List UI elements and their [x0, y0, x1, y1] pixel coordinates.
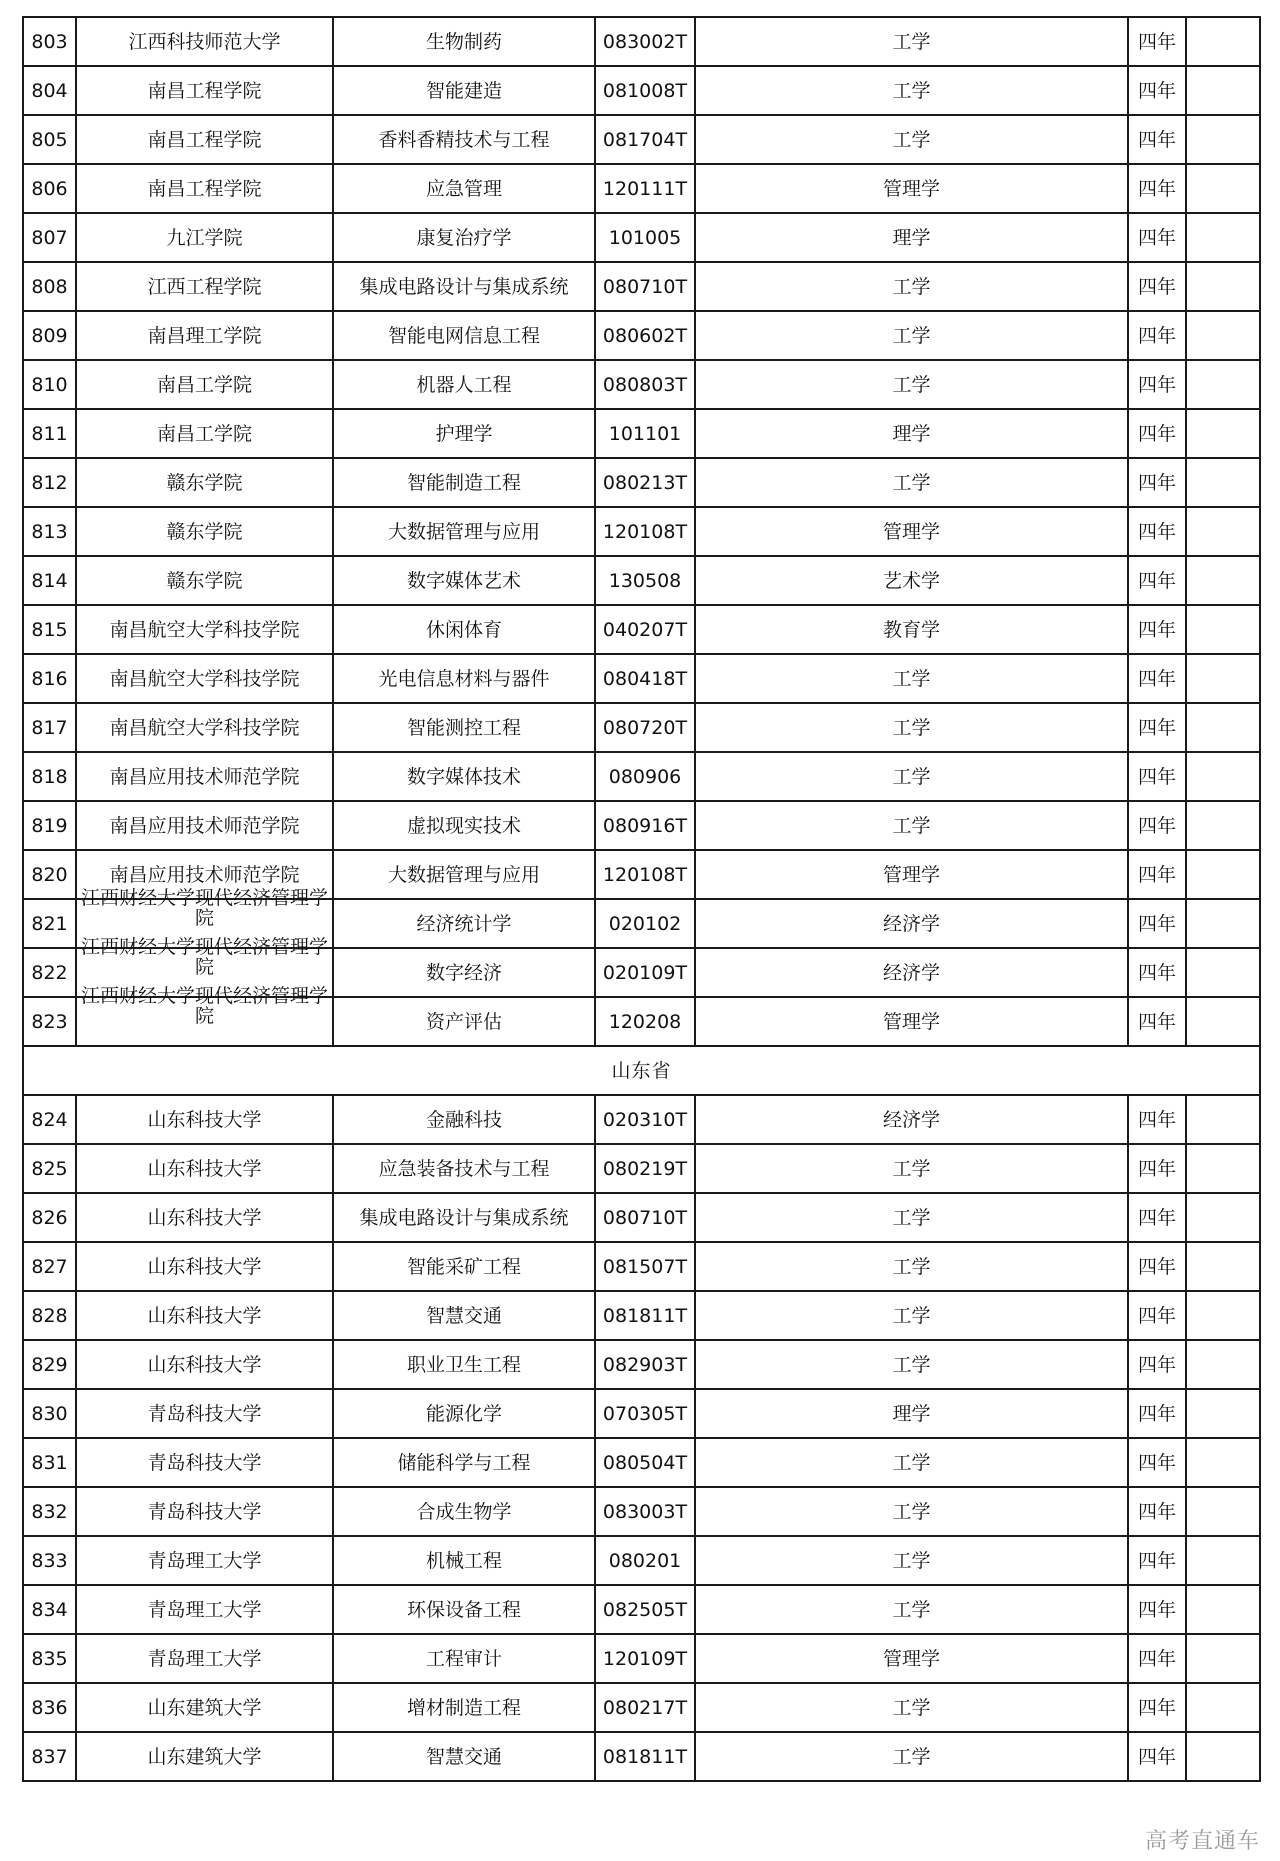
study-duration-cell: 四年 [1128, 1536, 1186, 1585]
study-duration-cell: 四年 [1128, 507, 1186, 556]
note-cell [1186, 1144, 1260, 1193]
table-row [23, 703, 1260, 752]
major-code-cell: 080219T [595, 1144, 695, 1193]
study-duration-cell: 四年 [1128, 1242, 1186, 1291]
major-name-cell: 数字经济 [333, 948, 595, 997]
table-row [23, 556, 1260, 605]
major-name-cell: 机器人工程 [333, 360, 595, 409]
table-row [23, 1438, 1260, 1487]
row-number-cell: 836 [23, 1683, 76, 1732]
school-name-cell: 山东科技大学 [76, 1095, 333, 1144]
row-number-cell: 833 [23, 1536, 76, 1585]
row-number-cell: 808 [23, 262, 76, 311]
note-cell [1186, 1536, 1260, 1585]
study-duration-cell: 四年 [1128, 801, 1186, 850]
major-code-cell: 080201 [595, 1536, 695, 1585]
row-number-cell: 817 [23, 703, 76, 752]
study-duration-cell: 四年 [1128, 1732, 1186, 1781]
school-name-cell: 赣东学院 [76, 458, 333, 507]
row-number-cell: 830 [23, 1389, 76, 1438]
discipline-category-cell: 经济学 [695, 948, 1128, 997]
major-name-cell: 虚拟现实技术 [333, 801, 595, 850]
row-number-cell: 821 [23, 899, 76, 948]
major-name-cell: 智能测控工程 [333, 703, 595, 752]
note-cell [1186, 997, 1260, 1046]
note-cell [1186, 801, 1260, 850]
major-name-cell: 智能电网信息工程 [333, 311, 595, 360]
major-code-cell: 080906 [595, 752, 695, 801]
study-duration-cell: 四年 [1128, 458, 1186, 507]
study-duration-cell: 四年 [1128, 311, 1186, 360]
major-name-cell: 经济统计学 [333, 899, 595, 948]
table-row [23, 1193, 1260, 1242]
study-duration-cell: 四年 [1128, 66, 1186, 115]
table-row [23, 1095, 1260, 1144]
discipline-category-cell: 工学 [695, 1242, 1128, 1291]
major-name-cell: 工程审计 [333, 1634, 595, 1683]
discipline-category-cell: 工学 [695, 752, 1128, 801]
school-name-cell: 山东建筑大学 [76, 1683, 333, 1732]
study-duration-cell: 四年 [1128, 1438, 1186, 1487]
major-name-cell: 金融科技 [333, 1095, 595, 1144]
discipline-category-cell: 工学 [695, 1683, 1128, 1732]
school-name-cell: 南昌工程学院 [76, 164, 333, 213]
row-number-cell: 834 [23, 1585, 76, 1634]
major-name-cell: 护理学 [333, 409, 595, 458]
study-duration-cell: 四年 [1128, 1340, 1186, 1389]
province-header-row [23, 1046, 1260, 1095]
major-code-cell: 083002T [595, 17, 695, 66]
major-name-cell: 智能采矿工程 [333, 1242, 595, 1291]
major-code-cell: 120108T [595, 507, 695, 556]
major-code-cell: 082505T [595, 1585, 695, 1634]
major-name-cell: 香料香精技术与工程 [333, 115, 595, 164]
study-duration-cell: 四年 [1128, 164, 1186, 213]
major-code-cell: 081008T [595, 66, 695, 115]
major-code-cell: 080217T [595, 1683, 695, 1732]
row-number-cell: 811 [23, 409, 76, 458]
major-name-cell: 生物制药 [333, 17, 595, 66]
row-number-cell: 806 [23, 164, 76, 213]
major-code-cell: 101005 [595, 213, 695, 262]
row-number-cell: 815 [23, 605, 76, 654]
study-duration-cell: 四年 [1128, 605, 1186, 654]
major-code-cell: 070305T [595, 1389, 695, 1438]
major-code-cell: 080504T [595, 1438, 695, 1487]
note-cell [1186, 507, 1260, 556]
major-code-cell: 081507T [595, 1242, 695, 1291]
note-cell [1186, 1193, 1260, 1242]
school-name-cell: 青岛科技大学 [76, 1389, 333, 1438]
major-name-cell: 应急装备技术与工程 [333, 1144, 595, 1193]
school-name-cell: 南昌工程学院 [76, 66, 333, 115]
row-number-cell: 812 [23, 458, 76, 507]
discipline-category-cell: 工学 [695, 1340, 1128, 1389]
table-row [23, 1732, 1260, 1781]
study-duration-cell: 四年 [1128, 1144, 1186, 1193]
table-row [23, 1242, 1260, 1291]
school-name-cell: 江西科技师范大学 [76, 17, 333, 66]
table-row [23, 458, 1260, 507]
note-cell [1186, 1732, 1260, 1781]
study-duration-cell: 四年 [1128, 1487, 1186, 1536]
study-duration-cell: 四年 [1128, 115, 1186, 164]
row-number-cell: 831 [23, 1438, 76, 1487]
discipline-category-cell: 工学 [695, 360, 1128, 409]
table-row [23, 66, 1260, 115]
school-name-cell: 南昌工程学院 [76, 115, 333, 164]
row-number-cell: 807 [23, 213, 76, 262]
row-number-cell: 819 [23, 801, 76, 850]
major-code-cell: 040207T [595, 605, 695, 654]
school-name-cell: 南昌理工学院 [76, 311, 333, 360]
school-name-cell: 青岛理工大学 [76, 1536, 333, 1585]
table-body [23, 17, 1260, 1781]
major-code-cell: 080803T [595, 360, 695, 409]
discipline-category-cell: 教育学 [695, 605, 1128, 654]
discipline-category-cell: 工学 [695, 1487, 1128, 1536]
note-cell [1186, 360, 1260, 409]
table-row [23, 262, 1260, 311]
major-name-cell: 智慧交通 [333, 1732, 595, 1781]
major-name-cell: 资产评估 [333, 997, 595, 1046]
discipline-category-cell: 管理学 [695, 850, 1128, 899]
major-code-cell: 081811T [595, 1291, 695, 1340]
note-cell [1186, 654, 1260, 703]
discipline-category-cell: 工学 [695, 17, 1128, 66]
table-row [23, 1389, 1260, 1438]
study-duration-cell: 四年 [1128, 262, 1186, 311]
note-cell [1186, 850, 1260, 899]
major-code-cell: 080710T [595, 1193, 695, 1242]
table-row [23, 1585, 1260, 1634]
note-cell [1186, 458, 1260, 507]
table-row [23, 1634, 1260, 1683]
major-code-cell: 080213T [595, 458, 695, 507]
major-name-cell: 智能制造工程 [333, 458, 595, 507]
study-duration-cell: 四年 [1128, 360, 1186, 409]
row-number-cell: 829 [23, 1340, 76, 1389]
note-cell [1186, 262, 1260, 311]
note-cell [1186, 17, 1260, 66]
study-duration-cell: 四年 [1128, 1634, 1186, 1683]
major-name-cell: 集成电路设计与集成系统 [333, 262, 595, 311]
major-name-cell: 大数据管理与应用 [333, 507, 595, 556]
school-name-cell: 江西工程学院 [76, 262, 333, 311]
table-row [23, 1291, 1260, 1340]
school-name-text: 江西财经大学现代经济管理学院 [80, 985, 328, 1027]
note-cell [1186, 1438, 1260, 1487]
discipline-category-cell: 工学 [695, 1291, 1128, 1340]
study-duration-cell: 四年 [1128, 409, 1186, 458]
school-name-cell: 山东建筑大学 [76, 1732, 333, 1781]
school-name-cell: 青岛科技大学 [76, 1438, 333, 1487]
table-row [23, 605, 1260, 654]
study-duration-cell: 四年 [1128, 1193, 1186, 1242]
discipline-category-cell: 工学 [695, 1585, 1128, 1634]
discipline-category-cell: 理学 [695, 1389, 1128, 1438]
school-name-cell: 南昌航空大学科技学院 [76, 605, 333, 654]
school-name-cell: 山东科技大学 [76, 1242, 333, 1291]
school-name-cell: 南昌应用技术师范学院 [76, 752, 333, 801]
row-number-cell: 828 [23, 1291, 76, 1340]
discipline-category-cell: 经济学 [695, 899, 1128, 948]
school-name-cell: 南昌应用技术师范学院 [76, 801, 333, 850]
school-name-cell: 九江学院 [76, 213, 333, 262]
table-row [23, 1536, 1260, 1585]
note-cell [1186, 1634, 1260, 1683]
school-name-text: 江西财经大学现代经济管理学院 [80, 887, 328, 929]
study-duration-cell: 四年 [1128, 654, 1186, 703]
note-cell [1186, 1683, 1260, 1732]
major-code-cell: 020102 [595, 899, 695, 948]
note-cell [1186, 1095, 1260, 1144]
discipline-category-cell: 工学 [695, 801, 1128, 850]
table-row [23, 213, 1260, 262]
school-name-cell: 山东科技大学 [76, 1193, 333, 1242]
major-name-cell: 增材制造工程 [333, 1683, 595, 1732]
major-name-cell: 能源化学 [333, 1389, 595, 1438]
major-code-cell: 120111T [595, 164, 695, 213]
major-code-cell: 120108T [595, 850, 695, 899]
major-code-cell: 080418T [595, 654, 695, 703]
study-duration-cell: 四年 [1128, 997, 1186, 1046]
row-number-cell: 827 [23, 1242, 76, 1291]
note-cell [1186, 703, 1260, 752]
major-code-cell: 081811T [595, 1732, 695, 1781]
school-name-text: 江西财经大学现代经济管理学院 [80, 936, 328, 978]
row-number-cell: 813 [23, 507, 76, 556]
major-code-cell: 081704T [595, 115, 695, 164]
row-number-cell: 816 [23, 654, 76, 703]
note-cell [1186, 409, 1260, 458]
major-name-cell: 休闲体育 [333, 605, 595, 654]
study-duration-cell: 四年 [1128, 850, 1186, 899]
study-duration-cell: 四年 [1128, 899, 1186, 948]
note-cell [1186, 1291, 1260, 1340]
study-duration-cell: 四年 [1128, 1389, 1186, 1438]
school-name-cell: 南昌应用技术师范学院 [76, 850, 333, 899]
discipline-category-cell: 管理学 [695, 997, 1128, 1046]
major-name-cell: 职业卫生工程 [333, 1340, 595, 1389]
note-cell [1186, 311, 1260, 360]
major-name-cell: 应急管理 [333, 164, 595, 213]
table-row [23, 1340, 1260, 1389]
discipline-category-cell: 工学 [695, 1438, 1128, 1487]
table-row [23, 1144, 1260, 1193]
row-number-cell: 810 [23, 360, 76, 409]
discipline-category-cell: 工学 [695, 115, 1128, 164]
major-code-cell: 082903T [595, 1340, 695, 1389]
major-name-cell: 数字媒体艺术 [333, 556, 595, 605]
row-number-cell: 805 [23, 115, 76, 164]
school-name-cell [76, 985, 333, 1046]
school-name-cell: 山东科技大学 [76, 1340, 333, 1389]
table-row [23, 654, 1260, 703]
study-duration-cell: 四年 [1128, 1683, 1186, 1732]
note-cell [1186, 1389, 1260, 1438]
discipline-category-cell: 管理学 [695, 164, 1128, 213]
study-duration-cell: 四年 [1128, 703, 1186, 752]
school-name-cell: 山东科技大学 [76, 1291, 333, 1340]
major-code-cell: 080602T [595, 311, 695, 360]
discipline-category-cell: 工学 [695, 1144, 1128, 1193]
school-name-cell: 山东科技大学 [76, 1144, 333, 1193]
school-name-cell: 南昌工学院 [76, 409, 333, 458]
row-number-cell: 809 [23, 311, 76, 360]
school-name-cell: 青岛科技大学 [76, 1487, 333, 1536]
note-cell [1186, 1340, 1260, 1389]
school-name-cell: 青岛理工大学 [76, 1585, 333, 1634]
table-row [23, 409, 1260, 458]
major-code-cell: 020109T [595, 948, 695, 997]
major-code-cell: 083003T [595, 1487, 695, 1536]
row-number-cell: 832 [23, 1487, 76, 1536]
discipline-category-cell: 工学 [695, 1536, 1128, 1585]
table-row [23, 164, 1260, 213]
row-number-cell: 835 [23, 1634, 76, 1683]
note-cell [1186, 752, 1260, 801]
note-cell [1186, 605, 1260, 654]
row-number-cell: 804 [23, 66, 76, 115]
discipline-category-cell: 管理学 [695, 507, 1128, 556]
school-name-cell: 赣东学院 [76, 556, 333, 605]
table-row [23, 115, 1260, 164]
school-name-cell: 南昌工学院 [76, 360, 333, 409]
major-code-cell: 080720T [595, 703, 695, 752]
major-name-cell: 合成生物学 [333, 1487, 595, 1536]
note-cell [1186, 66, 1260, 115]
note-cell [1186, 899, 1260, 948]
discipline-category-cell: 工学 [695, 1732, 1128, 1781]
table-row [23, 311, 1260, 360]
discipline-category-cell: 工学 [695, 1193, 1128, 1242]
study-duration-cell: 四年 [1128, 948, 1186, 997]
discipline-category-cell: 工学 [695, 311, 1128, 360]
major-name-cell: 大数据管理与应用 [333, 850, 595, 899]
note-cell [1186, 1242, 1260, 1291]
discipline-category-cell: 工学 [695, 703, 1128, 752]
row-number-cell: 814 [23, 556, 76, 605]
study-duration-cell: 四年 [1128, 556, 1186, 605]
discipline-category-cell: 理学 [695, 409, 1128, 458]
table-row [23, 997, 1260, 1046]
major-name-cell: 智慧交通 [333, 1291, 595, 1340]
discipline-category-cell: 管理学 [695, 1634, 1128, 1683]
discipline-category-cell: 经济学 [695, 1095, 1128, 1144]
major-name-cell: 环保设备工程 [333, 1585, 595, 1634]
major-code-cell: 080710T [595, 262, 695, 311]
note-cell [1186, 164, 1260, 213]
major-code-cell: 080916T [595, 801, 695, 850]
major-code-cell: 101101 [595, 409, 695, 458]
major-name-cell: 数字媒体技术 [333, 752, 595, 801]
note-cell [1186, 1585, 1260, 1634]
school-name-cell: 青岛理工大学 [76, 1634, 333, 1683]
row-number-cell: 822 [23, 948, 76, 997]
note-cell [1186, 115, 1260, 164]
major-code-cell: 130508 [595, 556, 695, 605]
major-code-cell: 120208 [595, 997, 695, 1046]
watermark-text: 高考直通车 [1144, 1829, 1260, 1854]
study-duration-cell: 四年 [1128, 1585, 1186, 1634]
discipline-category-cell: 工学 [695, 458, 1128, 507]
row-number-cell: 825 [23, 1144, 76, 1193]
note-cell [1186, 948, 1260, 997]
table-row [23, 1487, 1260, 1536]
study-duration-cell: 四年 [1128, 17, 1186, 66]
note-cell [1186, 556, 1260, 605]
study-duration-cell: 四年 [1128, 1291, 1186, 1340]
major-name-cell: 康复治疗学 [333, 213, 595, 262]
row-number-cell: 820 [23, 850, 76, 899]
row-number-cell: 837 [23, 1732, 76, 1781]
table-row [23, 752, 1260, 801]
major-code-cell: 020310T [595, 1095, 695, 1144]
major-name-cell: 集成电路设计与集成系统 [333, 1193, 595, 1242]
discipline-category-cell: 理学 [695, 213, 1128, 262]
study-duration-cell: 四年 [1128, 752, 1186, 801]
school-name-cell: 南昌航空大学科技学院 [76, 703, 333, 752]
school-name-cell: 赣东学院 [76, 507, 333, 556]
school-name-cell: 南昌航空大学科技学院 [76, 654, 333, 703]
major-name-cell: 机械工程 [333, 1536, 595, 1585]
province-name: 山东省 [23, 1046, 1260, 1095]
row-number-cell: 824 [23, 1095, 76, 1144]
table-row [23, 801, 1260, 850]
study-duration-cell: 四年 [1128, 213, 1186, 262]
major-code-cell: 120109T [595, 1634, 695, 1683]
discipline-category-cell: 工学 [695, 66, 1128, 115]
row-number-cell: 818 [23, 752, 76, 801]
note-cell [1186, 1487, 1260, 1536]
table-row [23, 1683, 1260, 1732]
row-number-cell: 803 [23, 17, 76, 66]
note-cell [1186, 213, 1260, 262]
table-row [23, 360, 1260, 409]
major-name-cell: 光电信息材料与器件 [333, 654, 595, 703]
row-number-cell: 823 [23, 997, 76, 1046]
major-name-cell: 智能建造 [333, 66, 595, 115]
table-row [23, 17, 1260, 66]
discipline-category-cell: 工学 [695, 654, 1128, 703]
discipline-category-cell: 艺术学 [695, 556, 1128, 605]
majors-table [22, 16, 1261, 1782]
row-number-cell: 826 [23, 1193, 76, 1242]
table-row [23, 507, 1260, 556]
major-name-cell: 储能科学与工程 [333, 1438, 595, 1487]
study-duration-cell: 四年 [1128, 1095, 1186, 1144]
discipline-category-cell: 工学 [695, 262, 1128, 311]
